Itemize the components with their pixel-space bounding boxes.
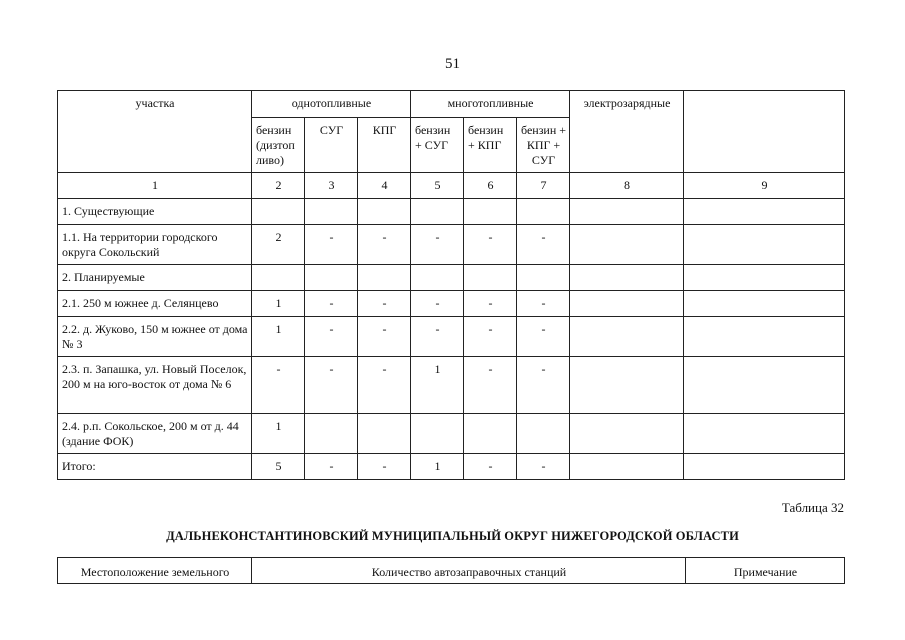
header-petrol-cng-lpg: бензин + КПГ + СУГ bbox=[517, 118, 570, 173]
table-cell: 1 bbox=[252, 291, 305, 317]
table-row bbox=[58, 357, 845, 414]
header-petrol-cng: бензин + КПГ bbox=[464, 118, 517, 173]
table-cell bbox=[517, 414, 570, 454]
table-cell bbox=[570, 317, 684, 357]
header-station-count: Количество автозаправочных станций bbox=[252, 558, 686, 584]
header-note bbox=[684, 91, 845, 173]
table-row bbox=[58, 317, 845, 357]
row-label: 2.4. р.п. Сокольское, 200 м от д. 44 (здание ФОК) bbox=[58, 414, 252, 454]
next-table-header-row bbox=[58, 558, 845, 584]
column-number: 6 bbox=[464, 173, 517, 199]
row-label: 2.1. 250 м южнее д. Селянцево bbox=[58, 291, 252, 317]
table-cell bbox=[684, 357, 845, 414]
table-cell bbox=[517, 265, 570, 291]
table-cell: 1 bbox=[252, 317, 305, 357]
table-cell: - bbox=[411, 317, 464, 357]
column-number: 4 bbox=[358, 173, 411, 199]
table-cell: - bbox=[464, 454, 517, 480]
table-cell: - bbox=[358, 225, 411, 265]
table-cell: - bbox=[464, 225, 517, 265]
table-row bbox=[58, 265, 845, 291]
table-cell bbox=[252, 199, 305, 225]
table-cell: - bbox=[305, 357, 358, 414]
header-land-location: Местоположение земельного bbox=[58, 558, 252, 584]
table-cell bbox=[305, 265, 358, 291]
table-cell: - bbox=[305, 291, 358, 317]
table-cell bbox=[411, 414, 464, 454]
table-cell: - bbox=[358, 317, 411, 357]
table-row bbox=[58, 199, 845, 225]
header-lpg: СУГ bbox=[305, 118, 358, 173]
table-cell bbox=[684, 317, 845, 357]
table-cell bbox=[570, 357, 684, 414]
next-table bbox=[57, 557, 845, 584]
header-cng: КПГ bbox=[358, 118, 411, 173]
table-caption: Таблица 32 bbox=[781, 500, 844, 515]
table-cell: 5 bbox=[252, 454, 305, 480]
table-cell: 1 bbox=[411, 357, 464, 414]
table-cell: - bbox=[358, 454, 411, 480]
table-cell: - bbox=[305, 317, 358, 357]
header-location: участка bbox=[58, 91, 252, 173]
table-cell bbox=[570, 199, 684, 225]
section-title: ДАЛЬНЕКОНСТАНТИНОВСКИЙ МУНИЦИПАЛЬНЫЙ ОКРУГ НИЖЕГОРОДСКОЙ ОБЛАСТИ bbox=[166, 529, 739, 543]
column-number: 2 bbox=[252, 173, 305, 199]
table-cell bbox=[252, 265, 305, 291]
table-cell bbox=[358, 265, 411, 291]
table-cell bbox=[411, 199, 464, 225]
table-cell: - bbox=[305, 225, 358, 265]
table-cell: - bbox=[411, 225, 464, 265]
table-cell: - bbox=[464, 317, 517, 357]
row-label: 2.2. д. Жуково, 150 м южнее от дома № 3 bbox=[58, 317, 252, 357]
table-cell bbox=[517, 199, 570, 225]
table-cell: - bbox=[517, 454, 570, 480]
table-cell bbox=[684, 414, 845, 454]
table-cell bbox=[684, 454, 845, 480]
table-cell bbox=[411, 265, 464, 291]
table-cell bbox=[570, 225, 684, 265]
column-number: 7 bbox=[517, 173, 570, 199]
header-multi-fuel: многотопливные bbox=[411, 91, 570, 118]
table-cell: - bbox=[517, 291, 570, 317]
row-label: 1.1. На территории городского округа Сокольский bbox=[58, 225, 252, 265]
row-label: 2. Планируемые bbox=[58, 265, 252, 291]
table-cell bbox=[684, 225, 845, 265]
row-label: 1. Существующие bbox=[58, 199, 252, 225]
header-electric: электрозарядные bbox=[570, 91, 684, 173]
table-cell: - bbox=[358, 291, 411, 317]
table-cell: - bbox=[517, 317, 570, 357]
row-label: Итого: bbox=[58, 454, 252, 480]
table-cell bbox=[358, 199, 411, 225]
header-petrol-lpg: бензин + СУГ bbox=[411, 118, 464, 173]
table-cell bbox=[464, 265, 517, 291]
table-cell: - bbox=[464, 291, 517, 317]
table-cell bbox=[464, 199, 517, 225]
table-cell bbox=[570, 414, 684, 454]
fuel-stations-table bbox=[57, 90, 845, 480]
table-cell: 2 bbox=[252, 225, 305, 265]
total-row bbox=[58, 454, 845, 480]
table-cell: - bbox=[411, 291, 464, 317]
table-cell: 1 bbox=[252, 414, 305, 454]
column-numbers-row bbox=[58, 173, 845, 199]
table-cell bbox=[305, 414, 358, 454]
table-cell: - bbox=[517, 225, 570, 265]
table-cell bbox=[570, 454, 684, 480]
column-number: 5 bbox=[411, 173, 464, 199]
table-row bbox=[58, 225, 845, 265]
header-row-groups bbox=[58, 91, 845, 118]
table-cell: - bbox=[305, 454, 358, 480]
page-number: 51 bbox=[445, 56, 460, 72]
table-cell bbox=[358, 414, 411, 454]
column-number: 3 bbox=[305, 173, 358, 199]
table-cell bbox=[684, 291, 845, 317]
table-cell bbox=[570, 291, 684, 317]
table-cell bbox=[684, 265, 845, 291]
table-cell bbox=[305, 199, 358, 225]
column-number: 8 bbox=[570, 173, 684, 199]
table-cell bbox=[684, 199, 845, 225]
table-row bbox=[58, 414, 845, 454]
table-cell: - bbox=[464, 357, 517, 414]
column-number: 9 bbox=[684, 173, 845, 199]
table-cell: - bbox=[358, 357, 411, 414]
header-single-fuel: однотопливные bbox=[252, 91, 411, 118]
table-cell: - bbox=[517, 357, 570, 414]
row-label: 2.3. п. Запашка, ул. Новый Поселок, 200 м на юго-восток от дома № 6 bbox=[58, 357, 252, 414]
table-cell bbox=[464, 414, 517, 454]
table-cell bbox=[570, 265, 684, 291]
table-cell: - bbox=[252, 357, 305, 414]
header-remark: Примечание bbox=[686, 558, 845, 584]
header-petrol-diesel: бензин (дизтоп ливо) bbox=[252, 118, 305, 173]
table-cell: 1 bbox=[411, 454, 464, 480]
column-number: 1 bbox=[58, 173, 252, 199]
table-row bbox=[58, 291, 845, 317]
